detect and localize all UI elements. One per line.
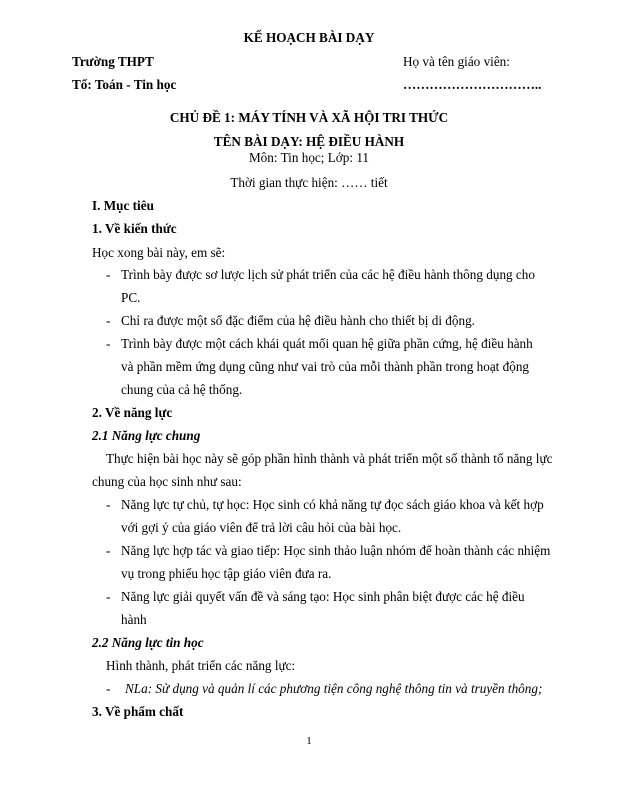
it-competency-heading: 2.2 Năng lực tin học [92,635,204,650]
general-item-3-line-1: Năng lực giải quyết vấn đề và sáng tạo: Học sinh phân biệt được các hệ điều [121,589,525,604]
subject-grade: Môn: Tin học; Lớp: 11 [248,150,370,165]
teacher-label: Họ và tên giáo viên: [403,54,510,69]
general-intro-line-1: Thực hiện bài học này sẽ góp phần hình thành và phát triển một số thành tố năng lực [106,451,553,466]
knowledge-item-3-line-3: chung của cả hệ thống. [121,382,243,397]
general-item-1-line-2: với gợi ý của giáo viên để trả lời câu hỏi của bài học. [121,520,402,535]
knowledge-item-3-line-1: Trình bày được một cách khái quát mối quan hệ giữa phần cứng, hệ điều hành [121,336,533,351]
knowledge-item-2-line-1: Chỉ ra được một số đặc điểm của hệ điều hành cho thiết bị di động. [121,313,475,328]
knowledge-item-1-line-2: PC. [121,290,141,305]
it-competency-intro: Hình thành, phát triển các năng lực: [106,658,296,673]
bullet-dash: - [106,497,111,512]
bullet-dash: - [106,336,111,351]
knowledge-heading: 1. Về kiến thức [92,221,177,236]
general-intro-line-2: chung của học sinh như sau: [92,474,242,489]
department-name: Tổ: Toán - Tin học [72,77,177,92]
page-number: 1 [306,735,312,747]
bullet-dash: - [106,267,111,282]
lesson-duration: Thời gian thực hiện: …… tiết [230,175,388,190]
knowledge-intro: Học xong bài này, em sẽ: [92,245,226,260]
topic-title: CHỦ ĐỀ 1: MÁY TÍNH VÀ XÃ HỘI TRI THỨC [169,110,449,125]
teacher-name-blank: ………………………….. [403,77,542,92]
general-item-1-line-1: Năng lực tự chủ, tự học: Học sinh có khả năng tự đọc sách giáo khoa và kết hợp [121,497,544,512]
lesson-title: TÊN BÀI DẠY: HỆ ĐIỀU HÀNH [213,134,405,149]
document-title: KẾ HOẠCH BÀI DẠY [243,30,375,45]
general-item-2-line-2: vụ trong phiếu học tập giáo viên đưa ra. [121,566,332,581]
bullet-dash: - [106,589,111,604]
knowledge-item-3-line-2: và phần mềm ứng dụng cũng như vai trò của mỗi thành phần trong hoạt động [121,359,530,374]
competency-heading: 2. Về năng lực [92,405,173,420]
objectives-heading: I. Mục tiêu [92,198,154,213]
general-item-3-line-2: hành [121,612,147,627]
bullet-dash: - [106,543,111,558]
knowledge-item-1-line-1: Trình bày được sơ lược lịch sử phát triển của các hệ điều hành thông dụng cho [121,267,535,282]
bullet-dash: - [106,313,111,328]
bullet-dash: - [106,681,111,696]
general-competency-heading: 2.1 Năng lực chung [92,428,201,443]
school-name: Trường THPT [72,54,154,69]
general-item-2-line-1: Năng lực hợp tác và giao tiếp: Học sinh thảo luận nhóm để hoàn thành các nhiệm [121,543,551,558]
it-competency-item: NLa: Sử dụng và quản lí các phương tiện công nghệ thông tin và truyền thông; [125,681,543,696]
quality-heading: 3. Về phẩm chất [92,704,184,719]
